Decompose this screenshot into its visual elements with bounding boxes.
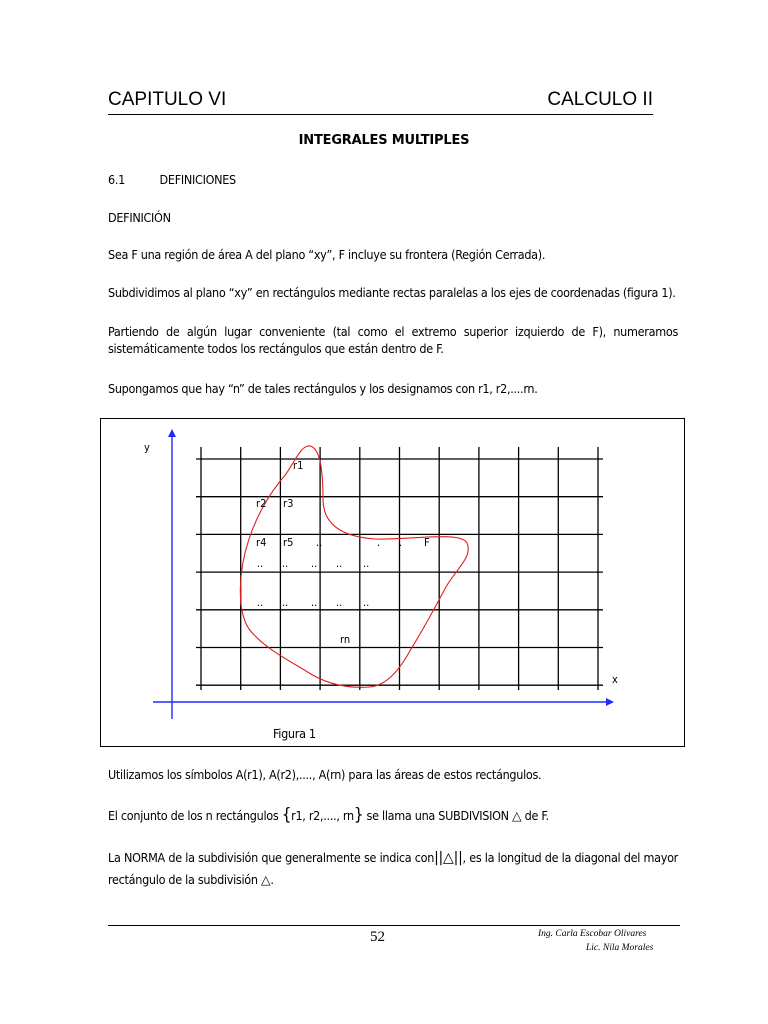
close-brace: } [353,805,364,825]
paragraph-6-start: El conjunto de los n rectángulos [108,808,282,823]
ellipsis-mark: .. [257,596,264,609]
ellipsis-mark: .. [363,596,370,609]
ellipsis-mark: .. [311,596,318,609]
ellipsis-mark: .. [311,557,318,570]
figure-caption: Figura 1 [273,726,316,741]
author-2: Lic. Nila Morales [586,943,654,953]
paragraph-7 [108,848,678,887]
definition-heading: DEFINICIÓN [108,210,171,225]
ellipsis-mark: .. [282,596,289,609]
paragraph-3-line-1: Partiendo de algún lugar conveniente (tal como el extremo superior izquierdo de F), numeramos [108,324,678,339]
norm-symbol: ||△|| [434,850,463,866]
paragraph-1: Sea F una región de área A del plano “xy”, F incluye su frontera (Región Cerrada). [108,247,546,262]
label-f: F [424,536,430,549]
dots-row-1b: . [377,536,381,549]
ellipsis-mark: .. [336,596,343,609]
delta-symbol: △ [512,808,522,823]
paragraph-7-line-2-text: rectángulo de la subdivisión [108,872,258,887]
figure-1-diagram [101,419,684,746]
paragraph-7-line-2 [108,872,678,887]
label-r2: r2 [256,497,267,510]
delta-symbol-2: △ [261,872,271,887]
paragraph-3 [108,322,678,356]
paragraph-7-start: La NORMA de la subdivisión que generalmente se indica con [108,850,435,865]
paragraph-7-period: . [270,872,274,887]
y-axis-label: y [144,441,150,454]
page-number: 52 [370,929,385,945]
paragraph-6-end: de F. [521,808,549,823]
paragraph-7-line-1 [108,848,678,868]
ellipsis-mark: .. [363,557,370,570]
dots-row-1c: . [399,536,403,549]
label-r1: r1 [293,459,304,472]
section-label: DEFINICIONES [159,172,236,187]
paragraph-4: Supongamos que hay “n” de tales rectángulos y los designamos con r1, r2,....rn. [108,381,538,396]
ellipsis-mark: .. [282,557,289,570]
label-rn: rn [340,633,351,646]
label-r5: r5 [283,536,294,549]
footer-rule [108,925,680,926]
axes [153,429,614,719]
paragraph-6-middle: se llama una SUBDIVISION [363,808,513,823]
ellipsis-marks [257,557,369,609]
rectangle-set: r1, r2,...., rn [291,808,354,823]
x-axis-arrow-icon [606,698,614,706]
paragraph-3-line-2: sistemáticamente todos los rectángulos que están dentro de F. [108,341,444,356]
paragraph-7-middle: , es la longitud de la diagonal del mayor [462,850,678,865]
ellipsis-mark: .. [257,557,264,570]
ellipsis-mark: .. [336,557,343,570]
section-number: 6.1 [108,172,125,187]
dots-row-1a: .. [316,536,323,549]
course-label: CALCULO II [547,89,653,110]
label-r3: r3 [283,497,294,510]
figure-1-frame [100,418,685,747]
paragraph-5: Utilizamos los símbolos A(r1), A(r2),...., A(rn) para las áreas de estos rectángulos. [108,767,542,782]
paragraph-6 [108,805,678,825]
chapter-label: CAPITULO VI [108,89,227,110]
y-axis-arrow-icon [168,429,176,437]
author-1: Ing. Carla Escobar Olivares [538,929,647,939]
page-title: INTEGRALES MULTIPLES [298,133,470,148]
label-r4: r4 [256,536,267,549]
page-header [108,88,653,115]
paragraph-2: Subdividimos al plano “xy” en rectángulos mediante rectas paralelas a los ejes de coordenadas (figura 1). [108,285,676,300]
region-f-boundary [240,446,468,687]
open-brace: { [281,805,292,825]
x-axis-label: x [612,673,618,686]
section-heading [108,172,678,187]
